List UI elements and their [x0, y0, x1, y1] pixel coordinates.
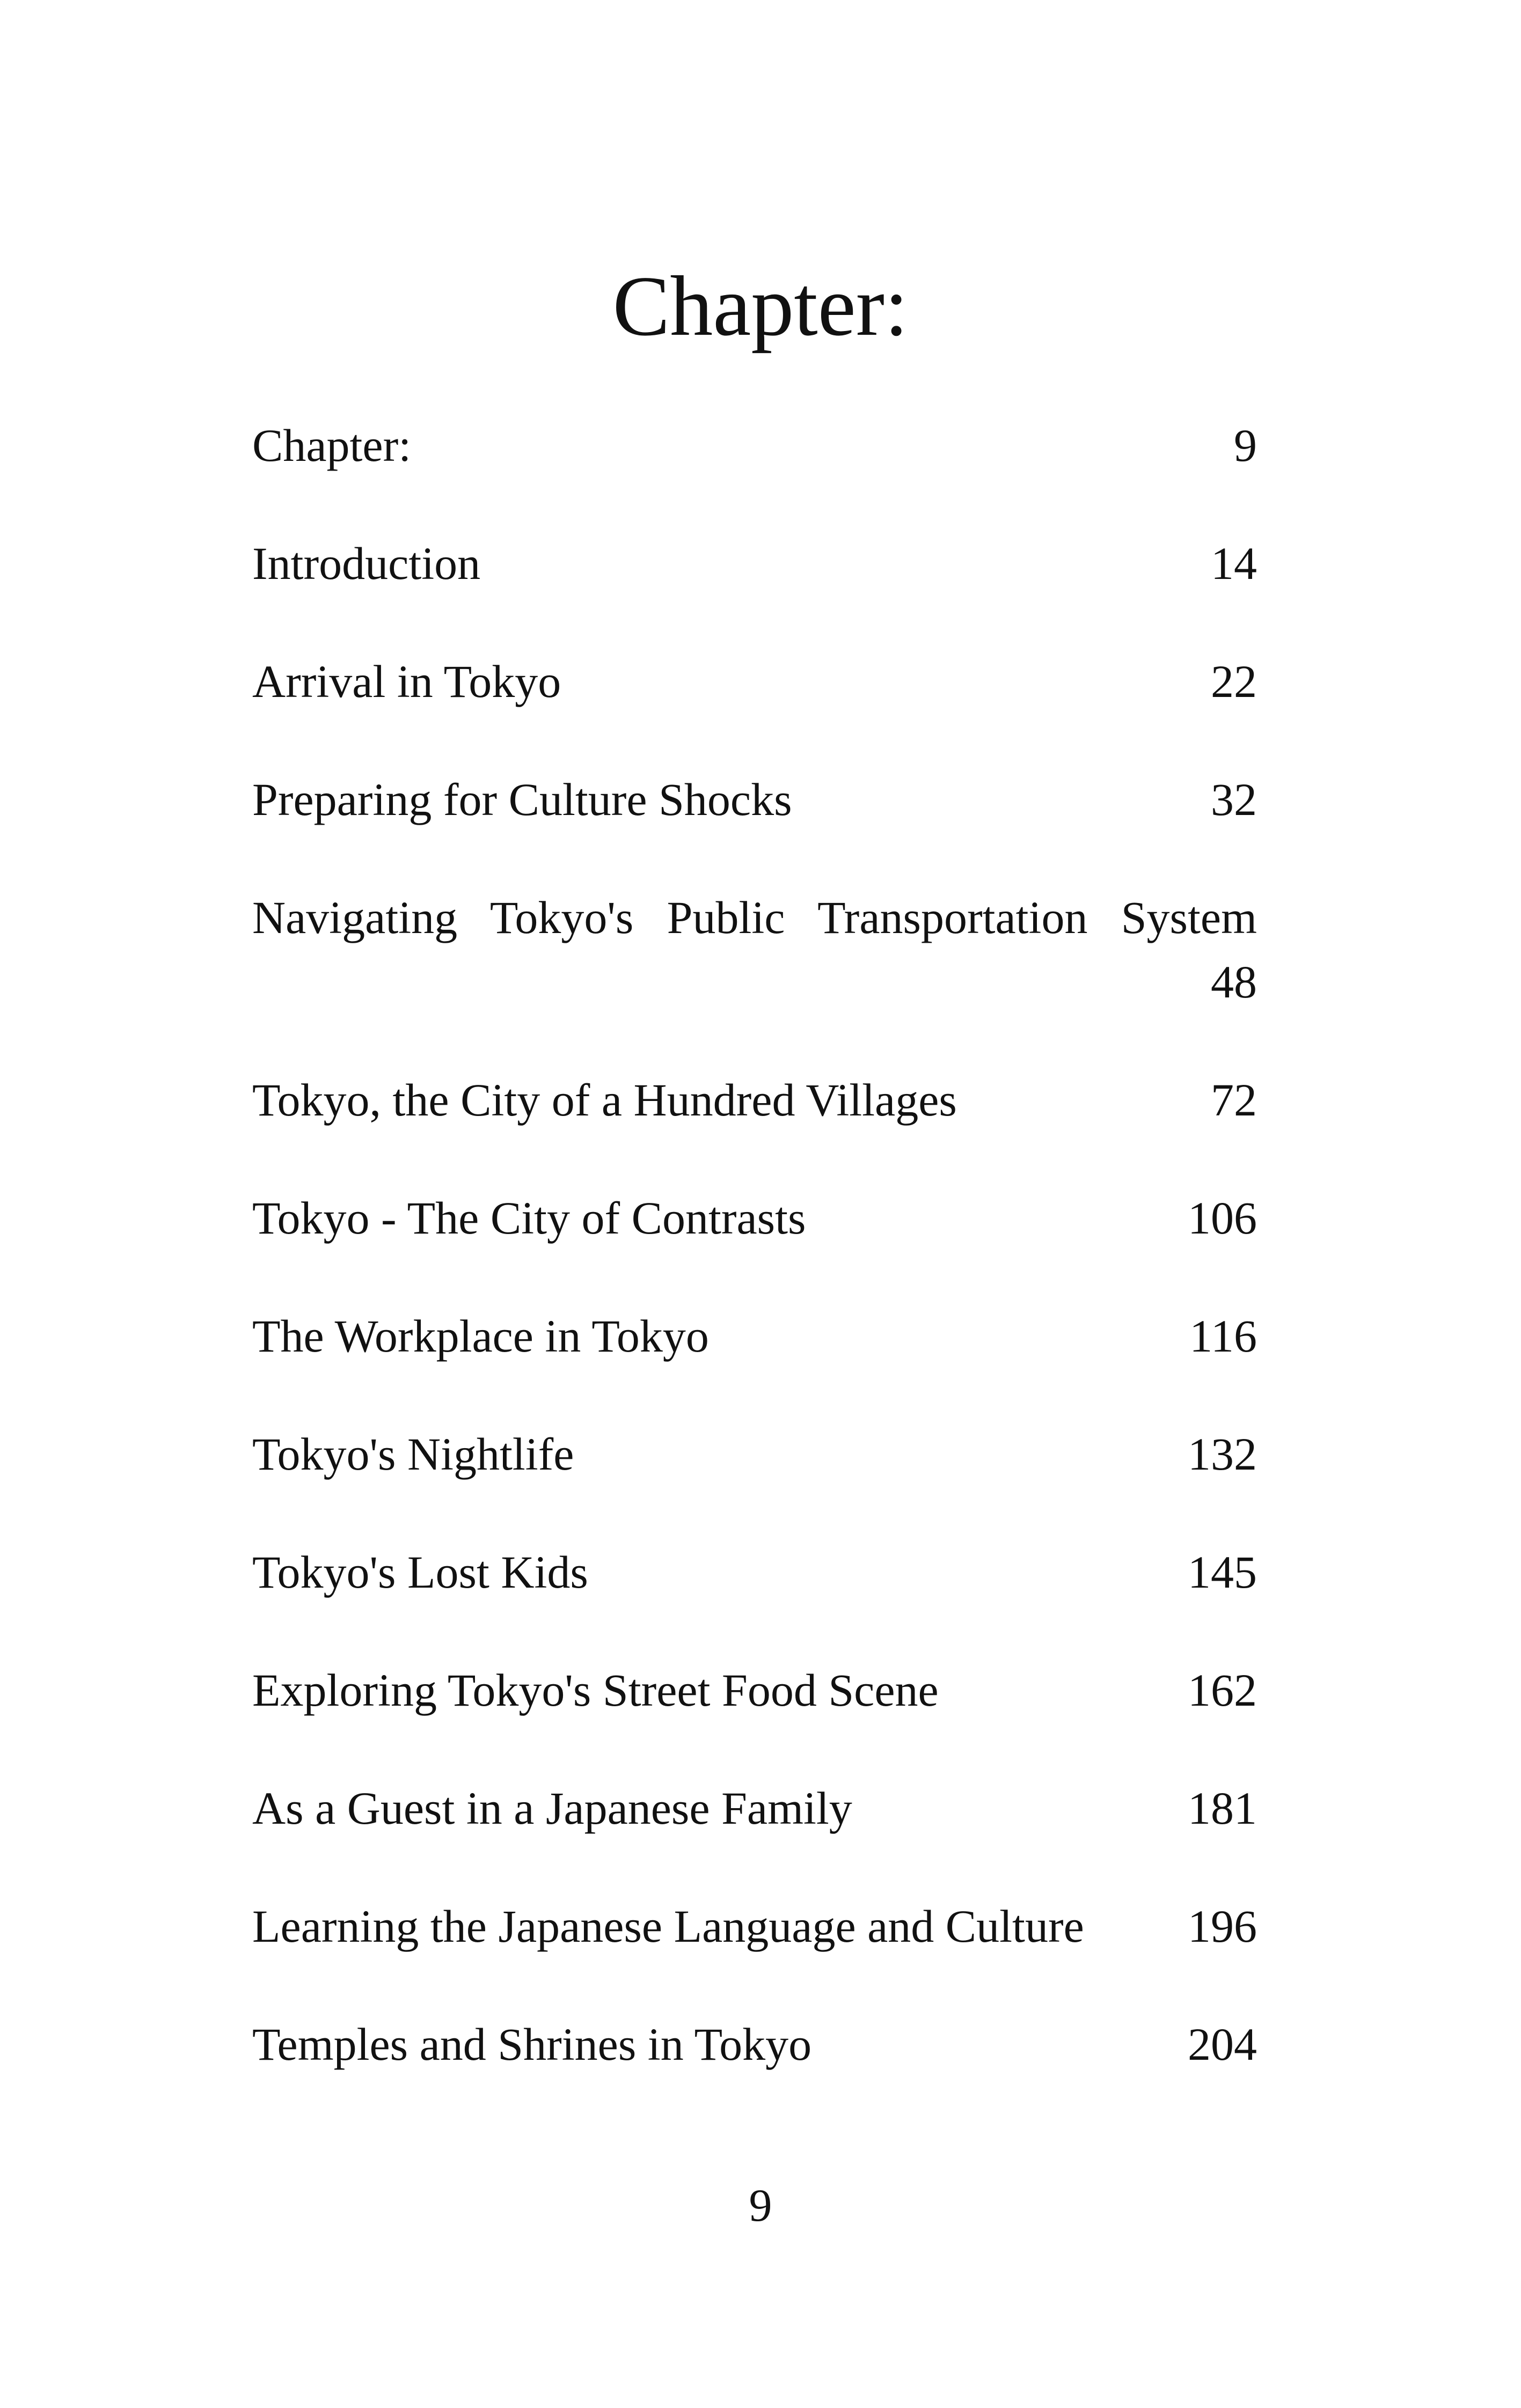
toc-entry-page: 32	[1211, 774, 1257, 825]
toc-entry-page: 22	[1211, 656, 1257, 707]
toc-entry-title: Exploring Tokyo's Street Food Scene	[252, 1664, 939, 1716]
toc-entry-title: Temples and Shrines in Tokyo	[252, 2018, 812, 2070]
toc-entry-page: 132	[1188, 1428, 1257, 1480]
toc-entry[interactable]	[252, 1422, 1257, 1540]
toc-entry[interactable]	[252, 1186, 1257, 1304]
toc-entry[interactable]	[252, 1540, 1257, 1658]
toc-entry-title: Tokyo - The City of Contrasts	[252, 1192, 806, 1244]
toc-entry[interactable]	[252, 1776, 1257, 1894]
toc-entry[interactable]	[252, 2012, 1257, 2130]
toc-entry[interactable]	[252, 885, 1257, 1068]
toc-entry-page: 181	[1188, 1782, 1257, 1834]
toc-entry-title: As a Guest in a Japanese Family	[252, 1782, 852, 1834]
toc-entry-page: 116	[1189, 1310, 1257, 1362]
toc-entry-title: Preparing for Culture Shocks	[252, 774, 792, 825]
toc-entry-page: 145	[1188, 1546, 1257, 1598]
toc-entry-title: The Workplace in Tokyo	[252, 1310, 709, 1362]
toc-entry-page: 196	[1188, 1900, 1257, 1952]
toc-entry-title: Arrival in Tokyo	[252, 656, 561, 707]
toc-entry-title: Tokyo's Nightlife	[252, 1428, 574, 1480]
toc-entry[interactable]	[252, 531, 1257, 649]
page-number: 9	[749, 2179, 772, 2231]
toc-entry[interactable]	[252, 413, 1257, 531]
toc-entry-title: Tokyo, the City of a Hundred Villages	[252, 1074, 957, 1126]
toc-entry-title: Tokyo's Lost Kids	[252, 1546, 588, 1598]
toc-entry-title: Chapter:	[252, 420, 412, 471]
toc-entry-page: 106	[1188, 1192, 1257, 1244]
toc-entry-page: 72	[1211, 1074, 1257, 1126]
toc-entry[interactable]	[252, 1894, 1257, 2012]
toc-entry[interactable]	[252, 1304, 1257, 1422]
toc-entry-page: 204	[1188, 2018, 1257, 2070]
toc-entry-title: Navigating Tokyo's Public Transportation System	[252, 892, 1257, 943]
toc-entry[interactable]	[252, 767, 1257, 885]
toc-entry-page: 14	[1211, 538, 1257, 589]
page-title: Chapter:	[612, 258, 909, 354]
toc-entry-title: Introduction	[252, 538, 481, 589]
toc-entry[interactable]	[252, 1658, 1257, 1776]
toc-entry-title: Learning the Japanese Language and Culture	[252, 1900, 1084, 1952]
toc-entry-page: 9	[1234, 420, 1257, 471]
toc-entry[interactable]	[252, 1068, 1257, 1186]
toc-entry[interactable]	[252, 649, 1257, 767]
toc-entry-page: 48	[1211, 956, 1257, 1008]
table-of-contents	[252, 413, 1257, 2130]
toc-entry-page: 162	[1188, 1664, 1257, 1716]
